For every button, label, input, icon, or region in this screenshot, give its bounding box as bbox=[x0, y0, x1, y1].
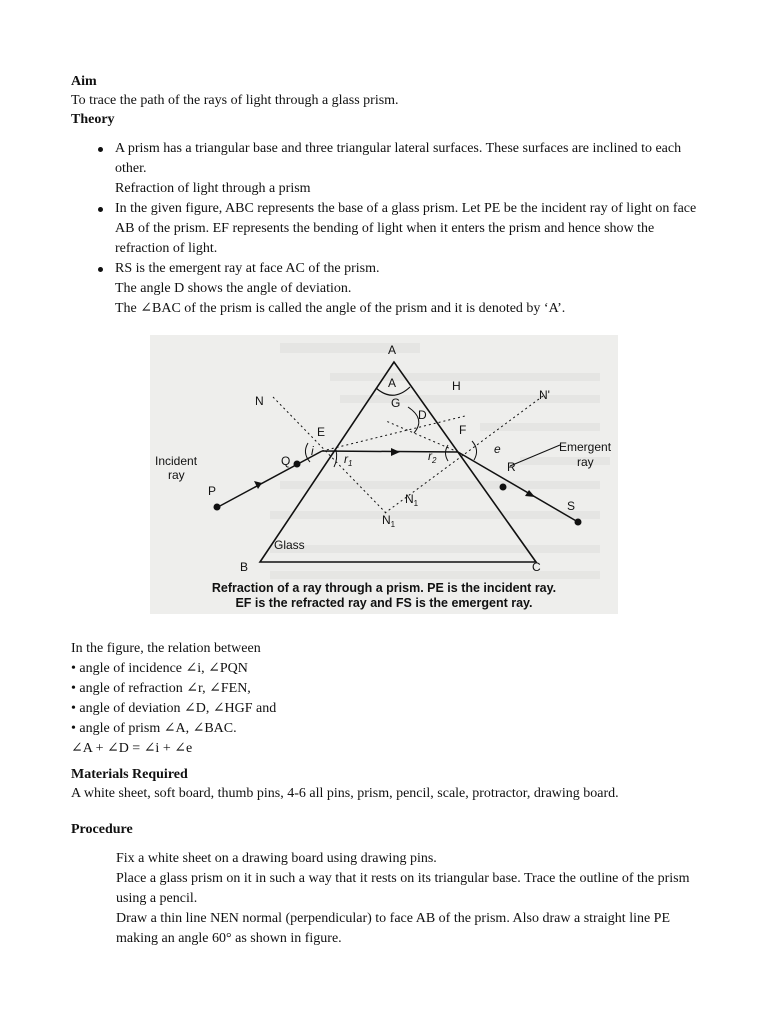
procedure-step: Place a glass prism on it in such a way that it rests on its triangular base. Trace the outline of the prism using a pencil. bbox=[116, 871, 690, 906]
procedure-section bbox=[71, 821, 701, 839]
label-glass: Glass bbox=[274, 538, 305, 552]
theory-item-text: A prism has a triangular base and three triangular lateral surfaces. These surfaces are inclined to each other. bbox=[115, 141, 682, 176]
label-f: F bbox=[459, 423, 467, 437]
angle-r1-arc bbox=[334, 450, 337, 467]
label-emergent-1: Emergent bbox=[559, 440, 612, 454]
label-q: Q bbox=[281, 454, 291, 468]
label-h: H bbox=[452, 379, 461, 393]
label-a: A bbox=[388, 343, 397, 357]
theory-item-subtext: Refraction of light through a prism bbox=[115, 181, 311, 196]
theory-item bbox=[71, 259, 711, 319]
label-r1: $r_1$ bbox=[344, 452, 353, 468]
theory-item-text: In the given figure, ABC represents the base of a glass prism. Let PE be the incident ray of light on face AB of the prism. EF represents the bending of light when it enters the prism and hence show the refraction of light. bbox=[115, 201, 697, 256]
relation-formula: ∠A + ∠D = ∠i + ∠e bbox=[71, 741, 193, 756]
label-angle-a: A bbox=[388, 376, 397, 390]
label-incident-1: Incident bbox=[155, 454, 198, 468]
materials-text: A white sheet, soft board, thumb pins, 4-6 all pins, prism, pencil, scale, protractor, drawing board. bbox=[71, 786, 619, 801]
figure-caption-line1: Refraction of a ray through a prism. PE is the incident ray. bbox=[211, 581, 557, 595]
label-incident-2: ray bbox=[168, 468, 185, 482]
label-e-angle: e bbox=[494, 442, 501, 456]
procedure-step: Draw a thin line NEN normal (perpendicular) to face AB of the prism. Also draw a straight line PE making an angle 60° as shown in figure. bbox=[116, 911, 671, 946]
relation-item: • angle of incidence ∠i, ∠PQN bbox=[71, 661, 248, 676]
label-e: E bbox=[317, 425, 326, 439]
label-n1: $N_1$ bbox=[382, 513, 396, 529]
theory-item-subtext: The ∠BAC of the prism is called the angle of the prism and it is denoted by ‘A’. bbox=[115, 301, 566, 316]
materials-heading: Materials Required bbox=[71, 767, 188, 782]
label-emergent-2: ray bbox=[577, 455, 594, 469]
aim-heading: Aim bbox=[71, 74, 97, 89]
angle-e-arc bbox=[472, 441, 477, 460]
aim-text: To trace the path of the rays of light through a glass prism. bbox=[71, 93, 399, 108]
relation-section bbox=[71, 639, 701, 759]
label-d: D bbox=[418, 408, 427, 422]
theory-item bbox=[71, 139, 711, 199]
point-q bbox=[294, 461, 301, 468]
background-scan-text bbox=[270, 343, 610, 579]
relation-item: • angle of deviation ∠D, ∠HGF and bbox=[71, 701, 277, 716]
relation-item: • angle of refraction ∠r, ∠FEN, bbox=[71, 681, 251, 696]
procedure-steps bbox=[116, 849, 701, 949]
point-r bbox=[500, 484, 507, 491]
relation-item: • angle of prism ∠A, ∠BAC. bbox=[71, 721, 237, 736]
refracted-ray-arrow bbox=[391, 448, 400, 456]
emergent-ray-arrow bbox=[525, 490, 535, 497]
materials-section bbox=[71, 766, 701, 804]
label-s: S bbox=[567, 499, 576, 513]
figure-caption-line2: EF is the refracted ray and FS is the emergent ray. bbox=[235, 596, 533, 610]
relation-intro: In the figure, the relation between bbox=[71, 641, 261, 656]
label-r2: $r_2$ bbox=[428, 449, 437, 465]
procedure-heading: Procedure bbox=[71, 822, 133, 837]
label-r: R bbox=[507, 460, 516, 474]
label-g: G bbox=[391, 396, 401, 410]
label-n-low: $N_1$ bbox=[405, 492, 419, 508]
procedure-step: Fix a white sheet on a drawing board using drawing pins. bbox=[116, 851, 437, 866]
label-b: B bbox=[240, 560, 249, 574]
theory-heading: Theory bbox=[71, 112, 115, 127]
theory-list bbox=[71, 139, 711, 319]
prism-diagram bbox=[150, 335, 618, 614]
label-n-prime: N' bbox=[539, 388, 550, 402]
theory-section bbox=[71, 139, 711, 319]
refracted-ray bbox=[322, 451, 458, 452]
label-i: i bbox=[311, 444, 314, 458]
aim-section bbox=[71, 73, 701, 129]
label-c: C bbox=[532, 560, 541, 574]
theory-item bbox=[71, 199, 711, 259]
label-n: N bbox=[255, 394, 264, 408]
point-s bbox=[575, 519, 582, 526]
point-p bbox=[214, 504, 221, 511]
label-p: P bbox=[208, 484, 217, 498]
theory-item-text: RS is the emergent ray at face AC of the prism. bbox=[115, 261, 380, 276]
prism-figure bbox=[150, 335, 618, 614]
incident-ray bbox=[218, 451, 322, 507]
theory-item-subtext: The angle D shows the angle of deviation. bbox=[115, 281, 352, 296]
